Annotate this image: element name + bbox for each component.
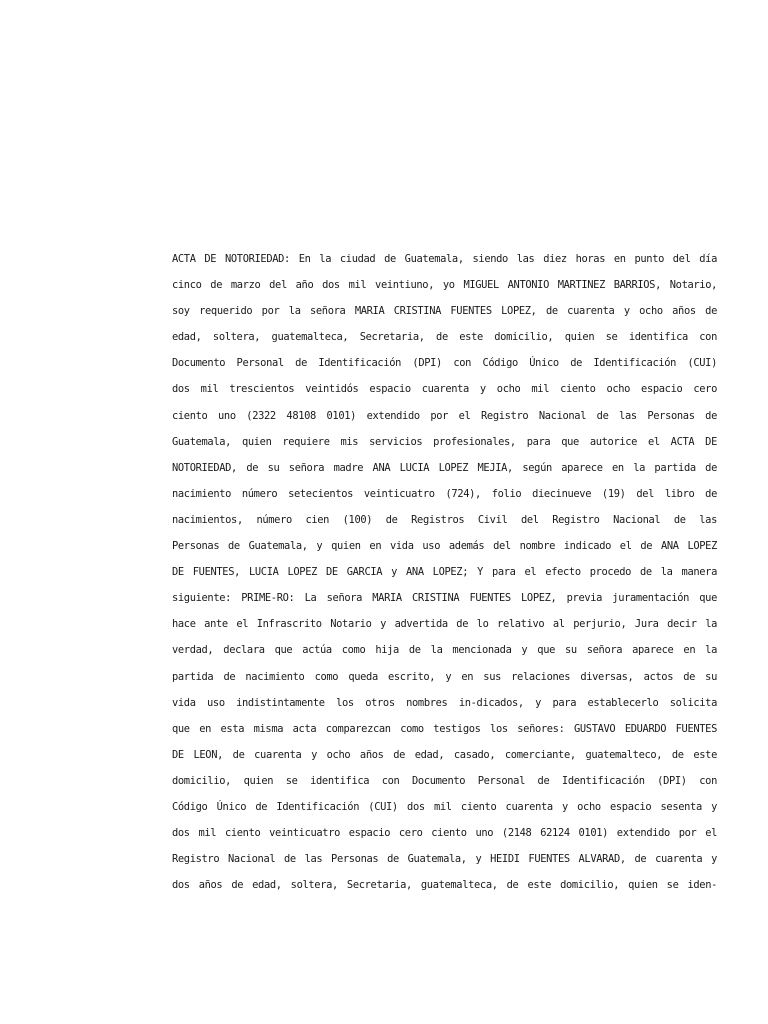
document-line: dos mil ciento veinticuatro espacio cero ciento uno (2148 62124 0101) extendido por el (172, 827, 717, 840)
document-line: dos mil trescientos veintidós espacio cuarenta y ocho mil ciento ocho espacio cero (172, 383, 717, 396)
document-line: NOTORIEDAD, de su señora madre ANA LUCIA LOPEZ MEJIA, según aparece en la partida de (172, 461, 717, 474)
document-line: Guatemala, quien requiere mis servicios profesionales, para que autorice el ACTA DE (172, 435, 717, 448)
document-line: Documento Personal de Identificación (DPI) con Código Único de Identificación (CUI) (172, 357, 717, 370)
document-line: verdad, declara que actúa como hija de la mencionada y que su señora aparece en la (172, 644, 717, 657)
document-line: domicilio, quien se identifica con Documento Personal de Identificación (DPI) con (172, 774, 717, 787)
document-line: Personas de Guatemala, y quien en vida uso además del nombre indicado el de ANA LOPEZ (172, 540, 717, 553)
document-line: DE FUENTES, LUCIA LOPEZ DE GARCIA y ANA LOPEZ; Y para el efecto procedo de la manera (172, 566, 717, 579)
document-line: Código Único de Identificación (CUI) dos mil ciento cuarenta y ocho espacio sesenta y (172, 800, 717, 813)
document-line: que en esta misma acta comparezcan como testigos los señores: GUSTAVO EDUARDO FUENTES (172, 722, 717, 735)
document-line: nacimiento número setecientos veinticuatro (724), folio diecinueve (19) del libro de (172, 487, 717, 500)
document-line: cinco de marzo del año dos mil veintiuno, yo MIGUEL ANTONIO MARTINEZ BARRIOS, Notario, (172, 279, 717, 292)
document-line: Registro Nacional de las Personas de Guatemala, y HEIDI FUENTES ALVARAD, de cuarenta y (172, 853, 717, 866)
document-line: dos años de edad, soltera, Secretaria, guatemalteca, de este domicilio, quien se iden- (172, 879, 717, 892)
document-line: DE LEON, de cuarenta y ocho años de edad, casado, comerciante, guatemalteco, de este (172, 748, 717, 761)
document-line: edad, soltera, guatemalteca, Secretaria, de este domicilio, quien se identifica con (172, 331, 717, 344)
document-line: soy requerido por la señora MARIA CRISTINA FUENTES LOPEZ, de cuarenta y ocho años de (172, 305, 717, 318)
document-line: vida uso indistintamente los otros nombres in-dicados, y para establecerlo solicita (172, 696, 717, 709)
document-line: ACTA DE NOTORIEDAD: En la ciudad de Guatemala, siendo las diez horas en punto del día (172, 253, 717, 265)
document-line: nacimientos, número cien (100) de Registros Civil del Registro Nacional de las (172, 513, 717, 526)
document-line: partida de nacimiento como queda escrito, y en sus relaciones diversas, actos de su (172, 670, 717, 683)
document-line: hace ante el Infrascrito Notario y advertida de lo relativo al perjurio, Jura decir la (172, 618, 717, 631)
document-body (172, 246, 717, 898)
document-line: ciento uno (2322 48108 0101) extendido por el Registro Nacional de las Personas de (172, 409, 717, 422)
document-line: siguiente: PRIME-RO: La señora MARIA CRISTINA FUENTES LOPEZ, previa juramentación que (172, 592, 717, 605)
